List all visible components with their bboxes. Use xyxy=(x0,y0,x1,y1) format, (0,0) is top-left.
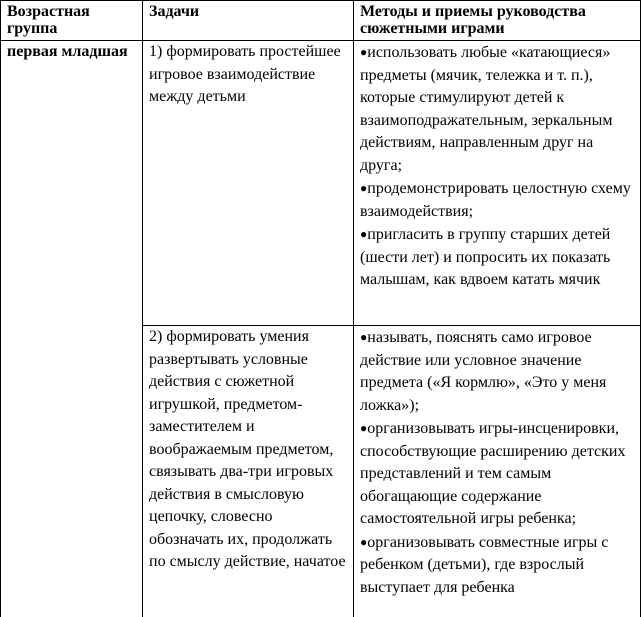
method-item xyxy=(360,177,638,223)
method-text: продемонстрировать целостную схему взаимодействия; xyxy=(360,180,631,220)
method-item xyxy=(360,326,638,417)
task-cell xyxy=(143,326,354,617)
method-text: называть, пояснять само игровое действие или условное значение предмета («Я кормлю», «Это у меня ложка»); xyxy=(360,329,607,414)
method-text: пригласить в группу старших детей (шести лет) и попросить их показать малышам, как вдвоем катать мячик xyxy=(360,226,611,288)
task-text: 2) формировать умения развертывать условные действия с сюжетной игрушкой, предметом-заместителем и воображаемым предметом, связывать два-три игровых действия в смысловую цепочку, словесно обозначать их, продолжать по смыслу действие, начатое xyxy=(149,328,346,570)
bullet-icon: ● xyxy=(360,330,368,344)
method-item xyxy=(360,417,638,531)
methods-cell xyxy=(354,41,641,326)
method-item xyxy=(360,41,638,177)
bullet-icon: ● xyxy=(360,227,368,241)
method-text: организовывать совместные игры с ребенком (детьми), где взрослый выступает для ребенка xyxy=(360,533,609,596)
method-item xyxy=(360,223,638,292)
bullet-icon: ● xyxy=(360,45,368,59)
task-text: 1) формировать простейшее игровое взаимодействие между детьми xyxy=(149,43,341,105)
header-row xyxy=(1,1,641,41)
bullet-icon: ● xyxy=(360,421,368,435)
bullet-icon: ● xyxy=(360,181,368,195)
header-methods: Методы и приемы руководства сюжетными играми xyxy=(354,1,641,41)
methods-cell xyxy=(354,326,641,617)
task-cell xyxy=(143,41,354,326)
method-text: использовать любые «катающиеся» предметы (мячик, тележка и т. п.), которые стимулируют детей к взаимоподражательным, зеркальным действиям, направленным друг на друга; xyxy=(360,44,613,174)
table-row xyxy=(1,41,641,326)
header-tasks: Задачи xyxy=(143,1,354,41)
age-group-cell: первая младшая xyxy=(1,41,143,617)
bullet-icon: ● xyxy=(360,534,368,549)
method-text: организовывать игры-инсценировки, способствующие расширению детских представлений и тем самым обогащающие содержание самостоятельной игры ребенка; xyxy=(360,420,626,527)
method-item xyxy=(360,531,638,600)
header-age-group: Возрастная группа xyxy=(1,1,143,41)
